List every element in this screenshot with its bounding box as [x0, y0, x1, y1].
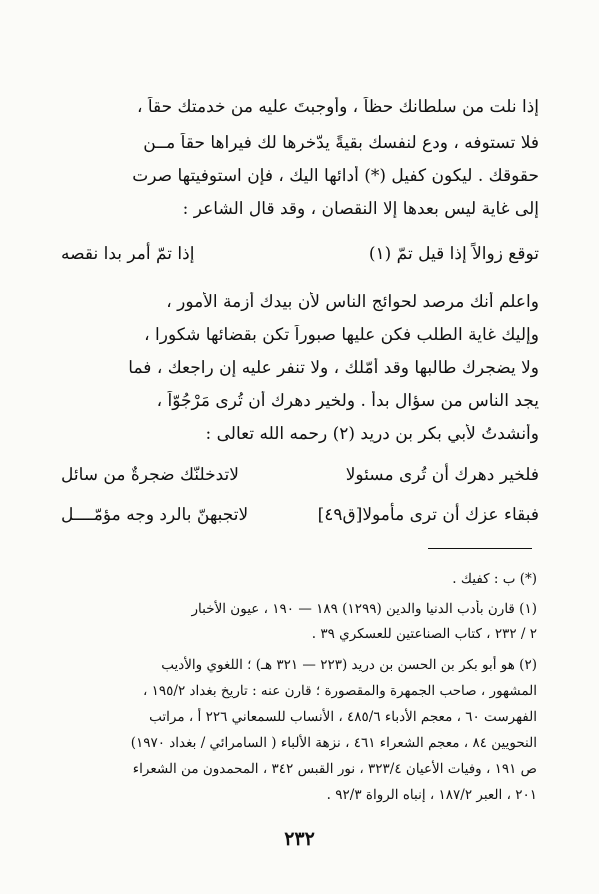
- body-line: واعلم أنك مرصد لحوائج الناس لأن بيدك أزمة الأمور ،: [166, 292, 539, 312]
- verse-line: [61, 244, 539, 264]
- footnote-separator: [428, 548, 532, 549]
- footnote-line: ٢ / ٢٣٢ ، كتاب الصناعتين للعسكري ٣٩ .: [311, 626, 537, 642]
- footnote-line: (*) ب : كفيك .: [452, 571, 537, 587]
- verse-first-hemistich: إذا تمّ أمر بدا نقصه: [61, 244, 195, 264]
- footnote-line: ٢٠١ ، العبر ١٨٧/٢ ، إنباه الرواة ٩٢/٣ .: [326, 787, 537, 803]
- verse-second-hemistich: فلخير دهرك أن تُرى مسئولا: [345, 465, 539, 485]
- body-line: إذا نلت من سلطانك حظاً ، وأوجبتَ عليه من خدمتك حقاً ،: [136, 97, 539, 117]
- footnote-line: المشهور ، صاحب الجمهرة والمقصورة ؛ قارن عنه : تاريخ بغداد ١٩٥/٢ ،: [143, 683, 537, 699]
- footnote-line: النحويين ٨٤ ، معجم الشعراء ٤٦١ ، نزهة الألباء ( السامرائي / بغداد ١٩٧٠): [130, 735, 537, 751]
- verse-first-hemistich: لاتدخلنّك ضجرةٌ من سائل: [61, 465, 239, 485]
- body-line: إلى غاية ليس بعدها إلا النقصان ، وقد قال الشاعر :: [182, 199, 539, 219]
- verse-line: [61, 505, 539, 525]
- footnote-line: (١) قارن بأدب الدنيا والدين (١٢٩٩) ١٨٩ — ١٩٠ ، عيون الأخبار: [191, 601, 537, 617]
- body-line: وأنشدتُ لأبي بكر بن دريد (٢) رحمه الله تعالى :: [205, 424, 539, 444]
- footnote-line: (٢) هو أبو بكر بن الحسن بن دريد (٢٢٣ — ٣٢١ هـ) ؛ اللغوي والأديب: [161, 657, 537, 673]
- body-line: فلا تستوفه ، ودع لنفسك بقيةً يدّخرها لك فيراها حقاً مــن: [143, 133, 539, 153]
- body-line: يجد الناس من سؤال بدأ . ولخير دهرك أن تُرى مَرْجُوّاً ،: [156, 391, 539, 411]
- footnote-line: الفهرست ٦٠ ، معجم الأدباء ٤٨٥/٦ ، الأنساب للسمعاني ٢٢٦ أ ، مراتب: [149, 709, 537, 725]
- page-number: ٢٣٢: [284, 828, 315, 850]
- verse-first-hemistich: لاتجبهنّ بالرد وجه مؤمّــــل: [61, 505, 249, 525]
- body-line: ولا يضجرك طالبها وقد أمّلك ، ولا تنفر عليه إن راجعك ، فما: [128, 358, 539, 378]
- body-line: حقوقك . ليكون كفيل (*) أدائها اليك ، فإن استوفيتها صرت: [132, 166, 539, 186]
- verse-line: [61, 465, 539, 485]
- verse-second-hemistich: توقع زوالاً إذا قيل تمّ (١): [368, 244, 539, 264]
- footnote-line: ص ١٩١ ، وفيات الأعيان ٣٢٣/٤ ، نور القبس ٣٤٢ ، المحمدون من الشعراء: [132, 761, 537, 777]
- verse-second-hemistich: فبقاء عزك أن ترى مأمولا[ق٤٩]: [317, 505, 539, 525]
- body-line: وإليك غاية الطلب فكن عليها صبوراً تكن بقضائها شكورا ،: [144, 325, 539, 345]
